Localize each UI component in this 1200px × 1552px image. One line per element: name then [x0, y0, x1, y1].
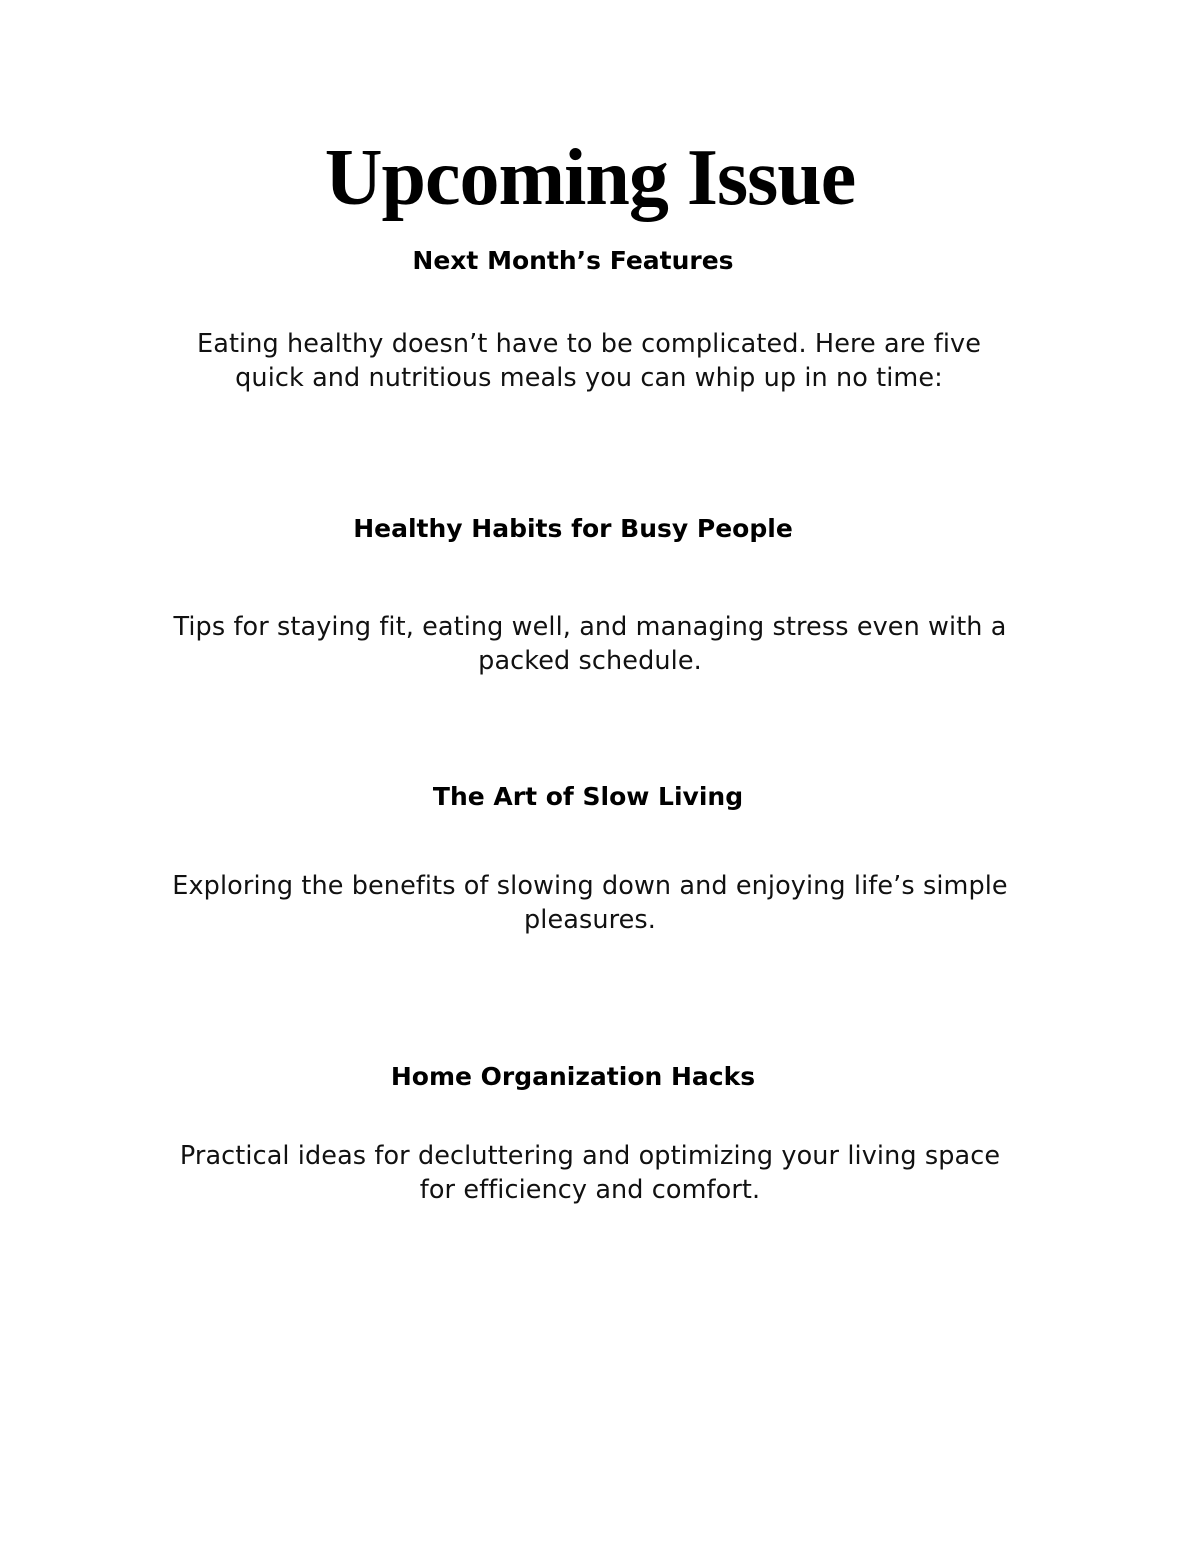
page-subtitle: Next Month’s Features — [412, 246, 734, 275]
feature-heading: Healthy Habits for Busy People — [353, 514, 793, 543]
page-title: Upcoming Issue — [324, 134, 856, 222]
feature-description: Tips for staying fit, eating well, and managing stress even with a packed schedule. — [173, 612, 1007, 676]
feature-description: Exploring the benefits of slowing down and enjoying life’s simple pleasures. — [172, 871, 1008, 935]
intro-paragraph: Eating healthy doesn’t have to be complicated. Here are five quick and nutritious meals you can whip up in no time: — [197, 329, 981, 393]
feature-heading: Home Organization Hacks — [390, 1062, 756, 1091]
feature-description: Practical ideas for decluttering and optimizing your living space for efficiency and comfort. — [179, 1141, 1001, 1205]
feature-heading: The Art of Slow Living — [432, 782, 744, 811]
